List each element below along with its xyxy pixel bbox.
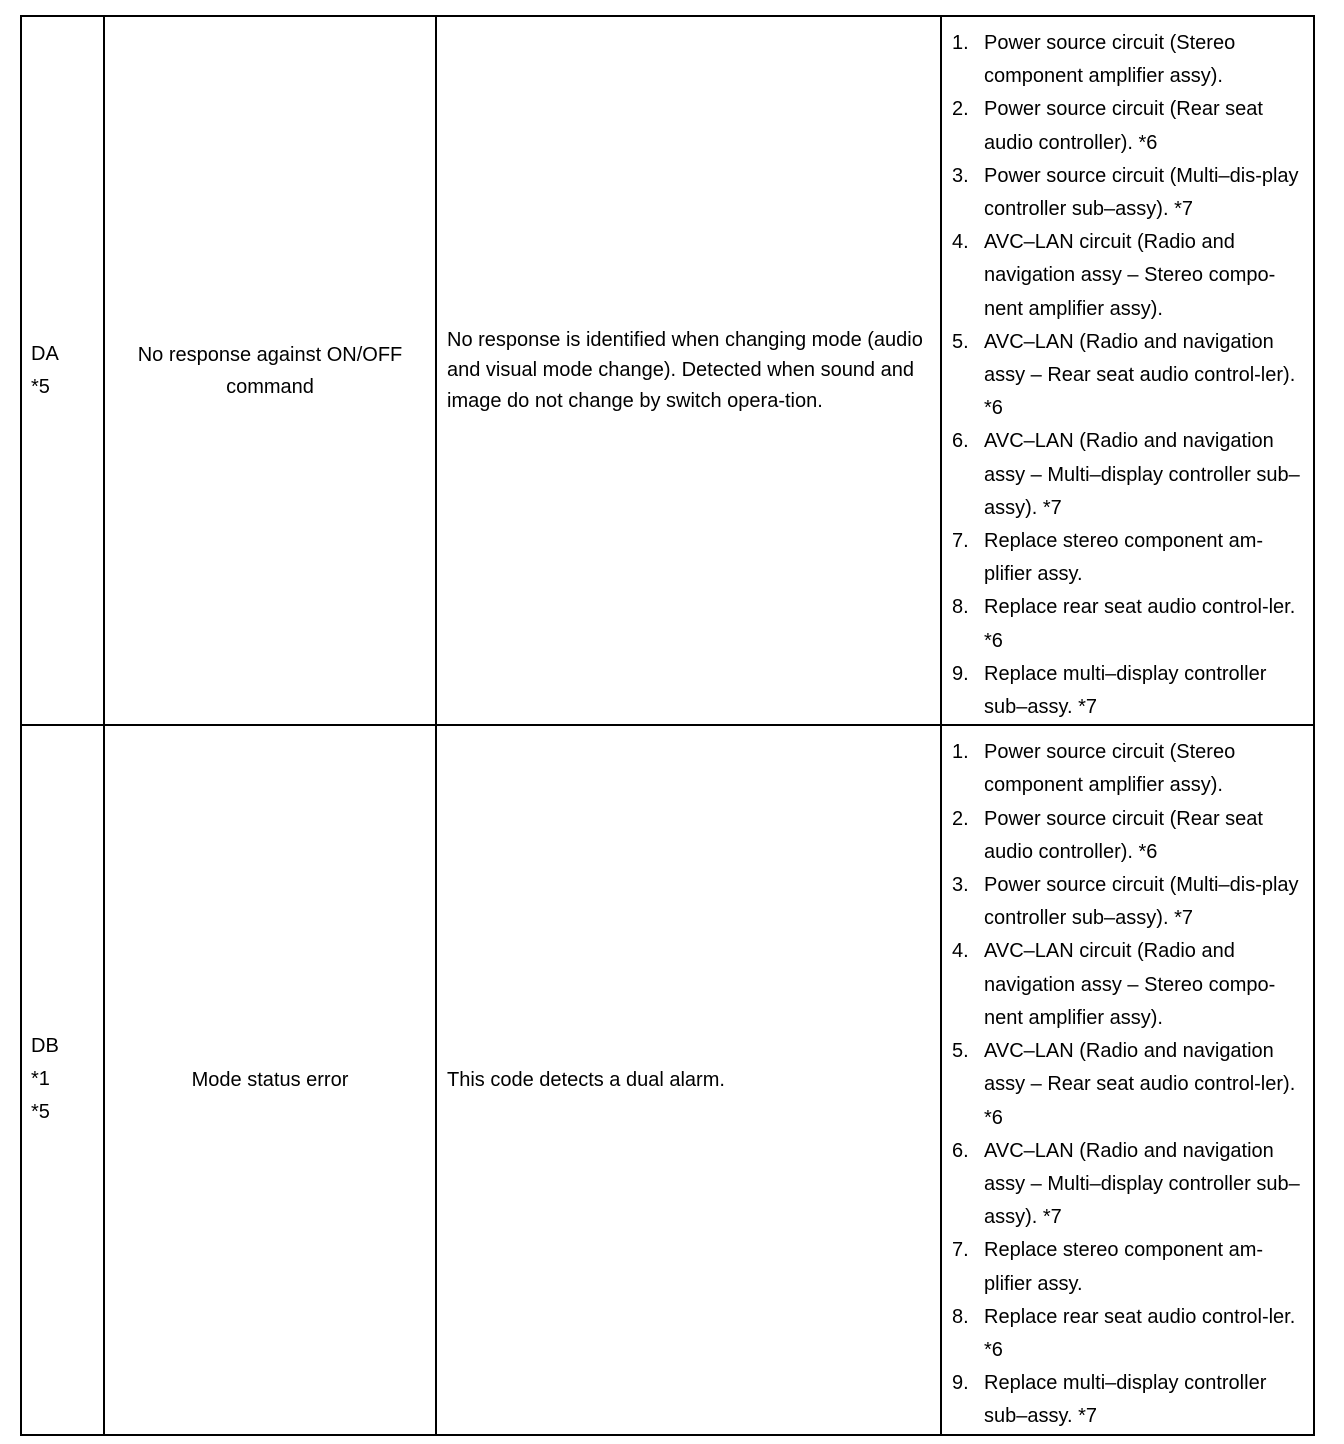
list-item (952, 160, 1303, 226)
item-text: Power source circuit (Stereo component amplifier assy). (984, 741, 1236, 797)
dtc-code: DA (31, 342, 59, 365)
list-item (952, 525, 1303, 591)
list-item (952, 1234, 1303, 1300)
list-item (952, 803, 1303, 869)
trouble-area-list (952, 736, 1303, 1433)
dtc-code-cell (21, 725, 104, 1434)
item-text: Power source circuit (Rear seat audio controller). *6 (984, 807, 1263, 863)
item-text: Replace multi–display controller sub–assy. *7 (984, 1372, 1267, 1428)
item-number: 2. (952, 98, 969, 121)
table-row (21, 16, 1314, 725)
detection-item-cell: No response against ON/OFF command (104, 16, 436, 725)
item-number: 3. (952, 874, 969, 897)
item-number: 5. (952, 1040, 969, 1063)
item-number: 5. (952, 330, 969, 353)
list-item (952, 869, 1303, 935)
trouble-condition-cell: This code detects a dual alarm. (436, 725, 941, 1434)
table-row (21, 725, 1314, 1434)
item-number: 9. (952, 1372, 969, 1395)
list-item (952, 1301, 1303, 1367)
dtc-code-note: *5 (31, 1101, 50, 1124)
list-item (952, 226, 1303, 326)
item-number: 3. (952, 164, 969, 187)
item-text: AVC–LAN circuit (Radio and navigation assy – Stereo compo-nent amplifier assy). (984, 231, 1276, 320)
item-number: 9. (952, 662, 969, 685)
trouble-area-cell (941, 16, 1314, 725)
dtc-table (20, 15, 1315, 1436)
item-text: Replace rear seat audio control-ler. *6 (984, 1305, 1296, 1361)
item-text: Power source circuit (Stereo component amplifier assy). (984, 32, 1236, 88)
item-number: 2. (952, 807, 969, 830)
item-number: 7. (952, 530, 969, 553)
item-text: AVC–LAN (Radio and navigation assy – Rear seat audio control-ler). *6 (984, 1040, 1296, 1129)
item-number: 8. (952, 1305, 969, 1328)
item-text: AVC–LAN (Radio and navigation assy – Multi–display controller sub–assy). *7 (984, 1139, 1300, 1229)
item-text: Power source circuit (Multi–dis-play controller sub–assy). *7 (984, 164, 1299, 221)
detection-item-cell: Mode status error (104, 725, 436, 1434)
list-item (952, 1035, 1303, 1135)
trouble-condition-cell: No response is identified when changing mode (audio and visual mode change). Detected when sound and image do not change by switch opera-tion. (436, 16, 941, 725)
trouble-area-cell (941, 725, 1314, 1434)
item-text: Power source circuit (Rear seat audio controller). *6 (984, 98, 1263, 154)
dtc-code-note: *5 (31, 375, 50, 398)
dtc-code: DB (31, 1035, 59, 1058)
item-number: 7. (952, 1239, 969, 1262)
list-item (952, 27, 1303, 93)
item-number: 4. (952, 940, 969, 963)
list-item (952, 326, 1303, 426)
item-number: 4. (952, 231, 969, 254)
item-number: 1. (952, 741, 969, 764)
item-text: Replace stereo component am-plifier assy. (984, 1239, 1264, 1295)
item-text: Replace rear seat audio control-ler. *6 (984, 596, 1296, 652)
dtc-code-cell (21, 16, 104, 725)
list-item (952, 591, 1303, 657)
list-item (952, 1367, 1303, 1433)
list-item (952, 658, 1303, 724)
item-text: AVC–LAN (Radio and navigation assy – Multi–display controller sub–assy). *7 (984, 430, 1300, 519)
item-text: Replace stereo component am-plifier assy. (984, 530, 1264, 586)
list-item (952, 935, 1303, 1035)
item-text: Power source circuit (Multi–dis-play controller sub–assy). *7 (984, 874, 1299, 930)
item-text: AVC–LAN circuit (Radio and navigation assy – Stereo compo-nent amplifier assy). (984, 940, 1276, 1029)
list-item (952, 93, 1303, 159)
trouble-area-list (952, 27, 1303, 724)
item-text: AVC–LAN (Radio and navigation assy – Rear seat audio control-ler). *6 (984, 330, 1296, 420)
item-number: 6. (952, 1139, 969, 1162)
list-item (952, 1135, 1303, 1235)
list-item (952, 736, 1303, 802)
item-text: Replace multi–display controller sub–assy. *7 (984, 662, 1267, 719)
list-item (952, 425, 1303, 525)
item-number: 6. (952, 430, 969, 453)
item-number: 1. (952, 32, 969, 54)
item-number: 8. (952, 596, 969, 619)
dtc-code-note: *1 (31, 1068, 50, 1091)
